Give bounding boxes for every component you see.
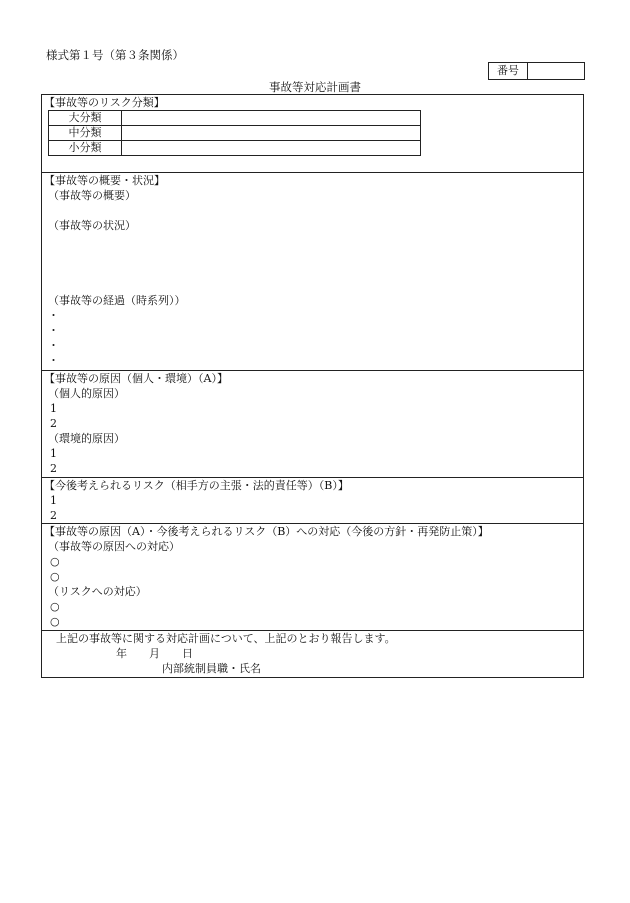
causes-heading: 【事故等の原因（個人・環境）（A）】 [44, 372, 228, 385]
major-category-field[interactable] [122, 111, 421, 126]
middle-category-field[interactable] [122, 126, 421, 141]
minor-category-field[interactable] [122, 141, 421, 156]
list-item: 2 [50, 509, 57, 522]
cause-response-label: （事故等の原因への対応） [48, 540, 180, 553]
bullet-item: ・ [48, 354, 59, 367]
major-category-label: 大分類 [49, 111, 122, 126]
list-item: ○ [50, 555, 60, 568]
summary-label: （事故等の概要） [48, 189, 136, 202]
list-item: 2 [50, 462, 57, 475]
section-future-risks [42, 478, 583, 524]
table-row [49, 141, 421, 156]
middle-category-label: 中分類 [49, 126, 122, 141]
list-item: ○ [50, 570, 60, 583]
table-row [49, 111, 421, 126]
timeline-label: （事故等の経過（時系列）） [48, 294, 186, 307]
list-item: 2 [50, 417, 57, 430]
section-causes [42, 371, 583, 478]
list-item: 1 [50, 494, 57, 507]
report-date[interactable]: 年 月 日 [116, 647, 193, 660]
document-title: 事故等対応計画書 [269, 80, 361, 94]
list-item: 1 [50, 402, 57, 415]
future-risks-heading: 【今後考えられるリスク（相手方の主張・法的責任等）（B）】 [44, 479, 349, 492]
overview-heading: 【事故等の概要・状況】 [44, 174, 165, 187]
list-item: ○ [50, 600, 60, 613]
section-footer [42, 631, 583, 677]
classification-table [48, 110, 421, 156]
personal-cause-label: （個人的原因） [48, 387, 125, 400]
list-item: ○ [50, 615, 60, 628]
table-row [49, 126, 421, 141]
number-label: 番号 [489, 63, 528, 79]
bullet-item: ・ [48, 339, 59, 352]
bullet-item: ・ [48, 324, 59, 337]
section-risk-classification [42, 95, 583, 173]
plan-form [41, 94, 584, 678]
form-id: 様式第１号（第３条関係） [46, 48, 184, 62]
bullet-item: ・ [48, 309, 59, 322]
risk-classification-heading: 【事故等のリスク分類】 [44, 96, 165, 109]
number-box [488, 62, 585, 80]
status-label: （事故等の状況） [48, 219, 136, 232]
section-response [42, 524, 583, 631]
response-heading: 【事故等の原因（A）・今後考えられるリスク（B）への対応（今後の方針・再発防止策）】 [44, 525, 489, 538]
signature-line[interactable]: 内部統制員職・氏名 [162, 662, 261, 675]
report-statement: 上記の事故等に関する対応計画について、上記のとおり報告します。 [56, 632, 396, 645]
risk-response-label: （リスクへの対応） [48, 585, 147, 598]
list-item: 1 [50, 447, 57, 460]
number-field[interactable] [528, 63, 584, 79]
environment-cause-label: （環境的原因） [48, 432, 125, 445]
section-overview [42, 173, 583, 371]
minor-category-label: 小分類 [49, 141, 122, 156]
